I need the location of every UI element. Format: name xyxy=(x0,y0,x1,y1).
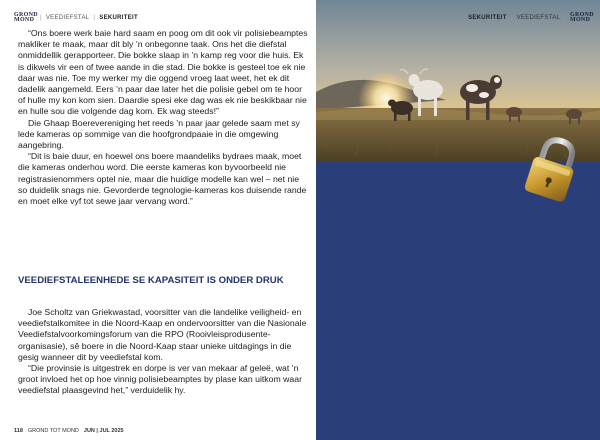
article-paragraph: “Ons boere werk baie hard saam en poog om dit ook vir polisiebeamptes makliker te maak, maar dit bly ’n onbegonne taak. Ons het die diefstal onmiddellik gerapporteer. Die bokke slaap in ’n kamp reg voor die huis. Ek is dikwels vir een of twee aande in die stad. Die bokke is gesteel toe ek nie daar was nie. Toe my werker my die oggend vroeg laat weet, het ek dit dadelik aangemeld. Eers ’n paar dae later het die polisie gebel om te hoor of hulle my kon kom sien. Daardie spesi eke dag was ek nie beskikbaar nie en hulle sou die volgende dag kom. Ek wag steeds!” xyxy=(18,28,308,117)
header-subsection: SEKURITEIT xyxy=(99,15,138,21)
logo-line-2: MOND xyxy=(14,17,35,23)
header-separator: | xyxy=(93,15,96,21)
right-page xyxy=(316,0,600,440)
left-page-header xyxy=(14,10,138,26)
page-footer xyxy=(14,428,124,434)
article-paragraph: Joe Scholtz van Griekwastad, voorsitter van die landelike veiligheid- en veediefstalkomitee in die Noord-Kaap en ondervoorsitter van die Nasionale Veediefstalvoorkomingsforum van die RPO (Rooivleisprodusenteorganisasie), sê boere in die Noord-Kaap staar unieke uitdagings in die gesig wanneer dit by veediefstal kom. xyxy=(18,307,307,362)
footer-issue: JUN | JUL 2025 xyxy=(83,428,124,434)
header-separator: | xyxy=(40,15,42,21)
page-number: 118 xyxy=(14,428,23,434)
magazine-logo xyxy=(570,13,592,24)
header-separator: | xyxy=(510,15,513,21)
header-subsection: VEEDIEFSTAL xyxy=(516,15,561,21)
logo-line-2: MOND xyxy=(570,17,591,23)
logo-line-1: GROND xyxy=(14,11,38,18)
right-page-header xyxy=(468,10,592,26)
header-section: SEKURITEIT xyxy=(468,15,507,21)
header-section: VEEDIEFSTAL xyxy=(45,15,90,21)
magazine-logo xyxy=(14,13,36,24)
article-body-part-2 xyxy=(18,307,308,397)
logo-line-1: GROND xyxy=(570,11,594,18)
footer-publication: GROND TOT MOND xyxy=(27,428,79,434)
article-subheading: VEEDIEFSTALEENHEDE SE KAPASITEIT IS ONDER DRUK xyxy=(18,275,284,286)
article-paragraph: “Die provinsie is uitgestrek en dorpe is ver van mekaar af geleë, wat ’n groot invloed het op hoe vinnig polisiebeamptes by plase kan uitkom waar veediefstal plaasgevind het,” verduidelik hy. xyxy=(18,363,302,396)
article-paragraph: “Dit is baie duur, en hoewel ons boere maandeliks bydraes maak, moet die kameras onderhou word. Die eerste kameras kon byvoorbeeld nie registrasienommers optel nie, maar die huidige modelle kan wel – net nie so duidelik snags nie. Gevorderde tegnologie-kameras kos duisende rande en moet elke vyf tot sewe jaar vervang word.” xyxy=(18,151,307,207)
article-body-part-1 xyxy=(18,28,308,207)
padlock-icon xyxy=(520,136,582,206)
header-separator: | xyxy=(564,15,566,21)
article-paragraph: Die Ghaap Boerevereniging het reeds ’n paar jaar gelede saam met sy lede kameras op sommige van die hoofgrondpaaie in die omgewing aangebring. xyxy=(18,117,300,151)
